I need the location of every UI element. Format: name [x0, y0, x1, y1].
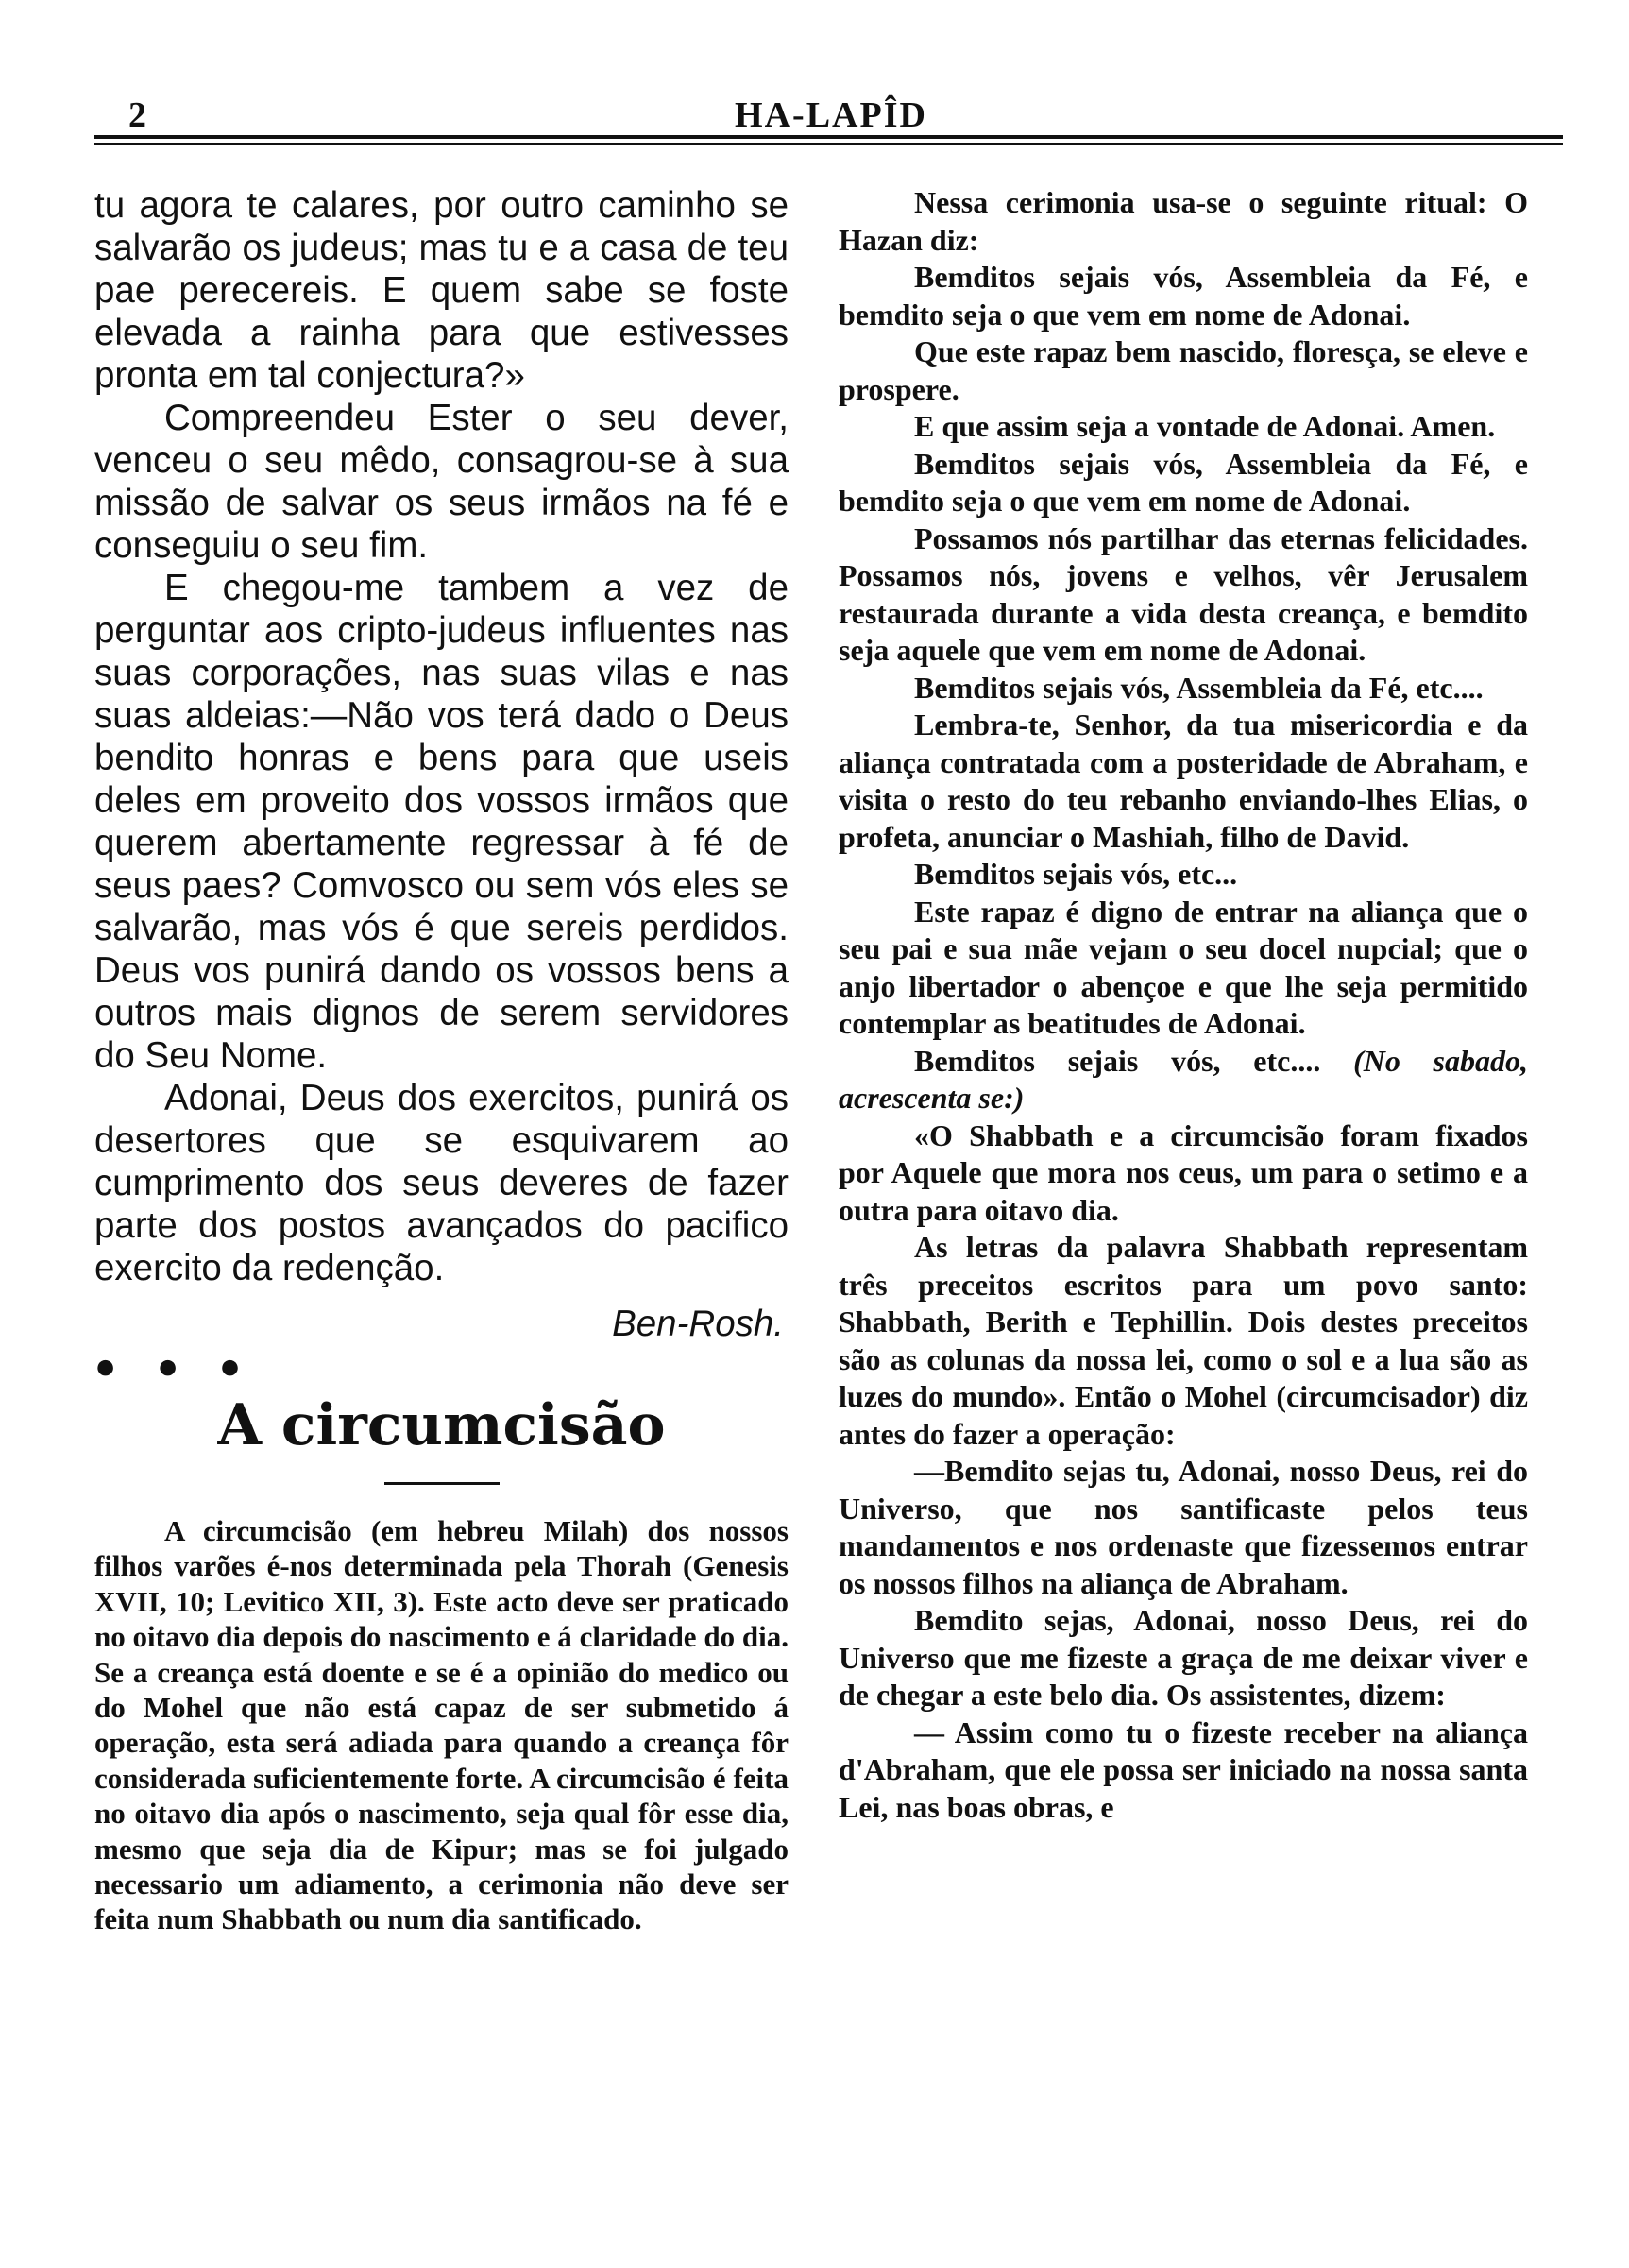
ritual-paragraph: Nessa cerimonia usa-se o seguinte ritual: O Hazan diz: [839, 185, 1528, 257]
ritual-paragraph: Bemditos sejais vós, Assembleia da Fé, e bemdito seja o que vem em nome de Adonai. [839, 260, 1528, 332]
page-header [94, 94, 1568, 135]
ritual-paragraph: Bemditos sejais vós, etc... [914, 857, 1238, 891]
sabbath-note: (No sabado, acrescenta se:) [839, 1043, 1529, 1115]
header-rule [94, 135, 1563, 139]
ritual-paragraph: Este rapaz é digno de entrar na aliança que o seu pai e sua mãe vejam o seu docel nupcial; que o anjo libertador o abençoe e que lhe seja permitido contemplar as beatitudes de Adonai. [839, 894, 1528, 1040]
author-signature: Ben-Rosh. [612, 1304, 784, 1344]
title-underline [384, 1482, 500, 1485]
ritual-paragraph: E que assim seja a vontade de Adonai. Amen. [914, 409, 1496, 443]
paragraph: E chegou-me tambem a vez de perguntar aos cripto-judeus influentes nas suas corporações, nas suas vilas e nas suas aldeias:—Não vos terá dado o Deus bendito honras e bens para que useis deles em proveito dos vossos irmãos que querem abertamente regressar à fé de seus paes? Comvosco ou sem vós eles se salvarão, mas vós é que sereis perdidos. Deus vos punirá dando os vossos bens a outros mais dignos de serem servidores do Seu Nome. [94, 568, 789, 1076]
ritual-paragraph: Bemditos sejais vós, Assembleia da Fé, e bemdito seja o que vem em nome de Adonai. [839, 446, 1528, 518]
ritual-paragraph: Bemditos sejais vós, Assembleia da Fé, etc.... [914, 670, 1484, 705]
header-rule-thin [94, 143, 1563, 145]
ritual-paragraph: As letras da palavra Shabbath representam três preceitos escritos para um povo santo: Shabbath, Berith e Tephillin. Dois destes preceitos são as colunas da nossa lei, como o sol e a lua são as luzes do mundo». Então o Mohel (circumcisador) diz antes do fazer a operação: [839, 1230, 1528, 1451]
paragraph: tu agora te calares, por outro caminho se salvarão os judeus; mas tu e a casa de teu pae perecereis. E quem sabe se foste elevada a rainha para que estivesses pronta em tal conjectura?» [94, 185, 789, 396]
section-separator: ● ● ● [94, 1346, 257, 1387]
ritual-paragraph: Possamos nós partilhar das eternas felicidades. Possamos nós, jovens e velhos, vêr Jerusalem restaurada durante a vida desta creança, e bemdito seja aquele que vem em nome de Adonai. [839, 520, 1528, 667]
ritual-paragraph: — Assim como tu o fizeste receber na aliança d'Abraham, que ele possa ser iniciado na nossa santa Lei, nas boas obras, e [839, 1714, 1528, 1824]
page-number: 2 [128, 95, 146, 135]
article-title: A circumcisão [217, 1392, 666, 1458]
paragraph: Compreendeu Ester o seu dever, venceu o seu mêdo, consagrou-se à sua missão de salvar os seus irmãos na fé e conseguiu o seu fim. [94, 398, 789, 566]
article-intro: A circumcisão (em hebreu Milah) dos nossos filhos varões é-nos determinada pela Thorah (Genesis XVII, 10; Levitico XII, 3). Este acto deve ser praticado no oitavo dia depois do nascimento e á claridade do dia. Se a creança está doente e se é a opinião do medico ou do Mohel que não está capaz de ser submetido á operação, esta será adiada para quando a creança fôr considerada suficientemente forte. A circumcisão é feita no oitavo dia após o nascimento, seja qual fôr esse dia, mesmo que seja dia de Kipur; mas se foi julgado necessario um adiamento, a cerimonia não deve ser feita num Shabbath ou num dia santificado. [94, 1514, 789, 1936]
ritual-paragraph: Bemdito sejas, Adonai, nosso Deus, rei do Universo que me fizeste a graça de me deixar viver e de chegar a este belo dia. Os assistentes, dizem: [839, 1603, 1528, 1712]
right-column [839, 184, 1528, 1826]
ritual-paragraph: —Bemdito sejas tu, Adonai, nosso Deus, rei do Universo, que nos santificaste pelos teus mandamentos e nos ordenaste que fizessemos entrar os nossos filhos na aliança de Abraham. [839, 1454, 1528, 1600]
paragraph: Adonai, Deus dos exercitos, punirá os desertores que se esquivarem ao cumprimento dos seus deveres de fazer parte dos postos avançados do pacifico exercito da redenção. [94, 1078, 789, 1288]
ritual-paragraph [839, 1043, 1528, 1117]
ritual-text: Bemditos sejais vós, etc.... [914, 1043, 1354, 1078]
journal-title: HA-LAPÎD [735, 95, 927, 135]
ritual-paragraph: «O Shabbath e a circumcisão foram fixados por Aquele que mora nos ceus, um para o setimo e a outra para oitavo dia. [839, 1117, 1528, 1227]
ritual-paragraph: Lembra-te, Senhor, da tua misericordia e da aliança contratada com a posteridade de Abraham, e visita o resto do teu rebanho enviando-lhes Elias, o profeta, anunciar o Mashiah, filho de David. [839, 708, 1528, 854]
left-column [94, 184, 789, 1937]
ritual-paragraph: Que este rapaz bem nascido, floresça, se eleve e prospere. [839, 334, 1528, 406]
